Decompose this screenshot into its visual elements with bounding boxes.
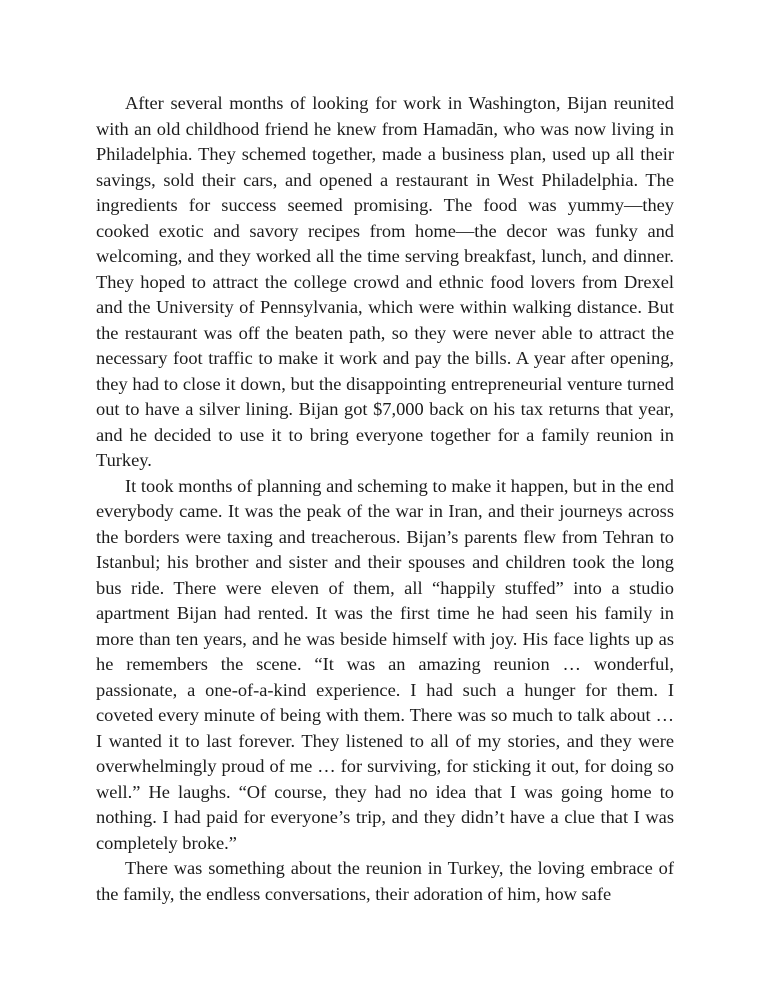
paragraph-reunion: It took months of planning and scheming to make it happen, but in the end everybody came. It was the peak of the war in Iran, and their journeys across the borders were taxing and treacherous. Bijan’s parents flew from Tehran to Istanbul; his brother and sister and their spouses and children took the long bus ride. There were eleven of them, all “happily stuffed” into a studio apartment Bijan had rented. It was the first time he had seen his family in more than ten years, and he was beside himself with joy. His face lights up as he remembers the scene. “It was an amazing reunion … wonderful, passionate, a one-of-a-kind experience. I had such a hunger for them. I coveted every minute of being with them. There was so much to talk about … I wanted it to last forever. They listened to all of my stories, and they were overwhelmingly proud of me … for surviving, for sticking it out, for doing so well.” He laughs. “Of course, they had no idea that I was going home to nothing. I had paid for everyone’s trip, and they didn’t have a clue that I was completely broke.” <box>96 475 674 853</box>
paragraph-restaurant: After several months of looking for work in Washington, Bijan reunited with an old childhood friend he knew from Hamadān, who was now living in Philadelphia. They schemed together, made a business plan, used up all their savings, sold their cars, and opened a restaurant in West Philadelphia. The ingredients for success seemed promising. The food was yummy—they cooked exotic and savory recipes from home—the decor was funky and welcoming, and they worked all the time serving breakfast, lunch, and dinner. They hoped to attract the college crowd and ethnic food lovers from Drexel and the University of Pennsylvania, which were within walking distance. But the restaurant was off the beaten path, so they were never able to attract the necessary foot traffic to make it work and pay the bills. A year after opening, they had to close it down, but the disappointing entrepreneurial venture turned out to have a silver lining. Bijan got $7,000 back on his tax returns that year, and he decided to use it to bring everyone together for a family reunion in Turkey. <box>96 93 674 470</box>
page-body <box>96 91 674 907</box>
paragraph-turkey: There was something about the reunion in Turkey, the loving embrace of the family, the endless conversations, their adoration of him, how safe <box>96 858 674 904</box>
